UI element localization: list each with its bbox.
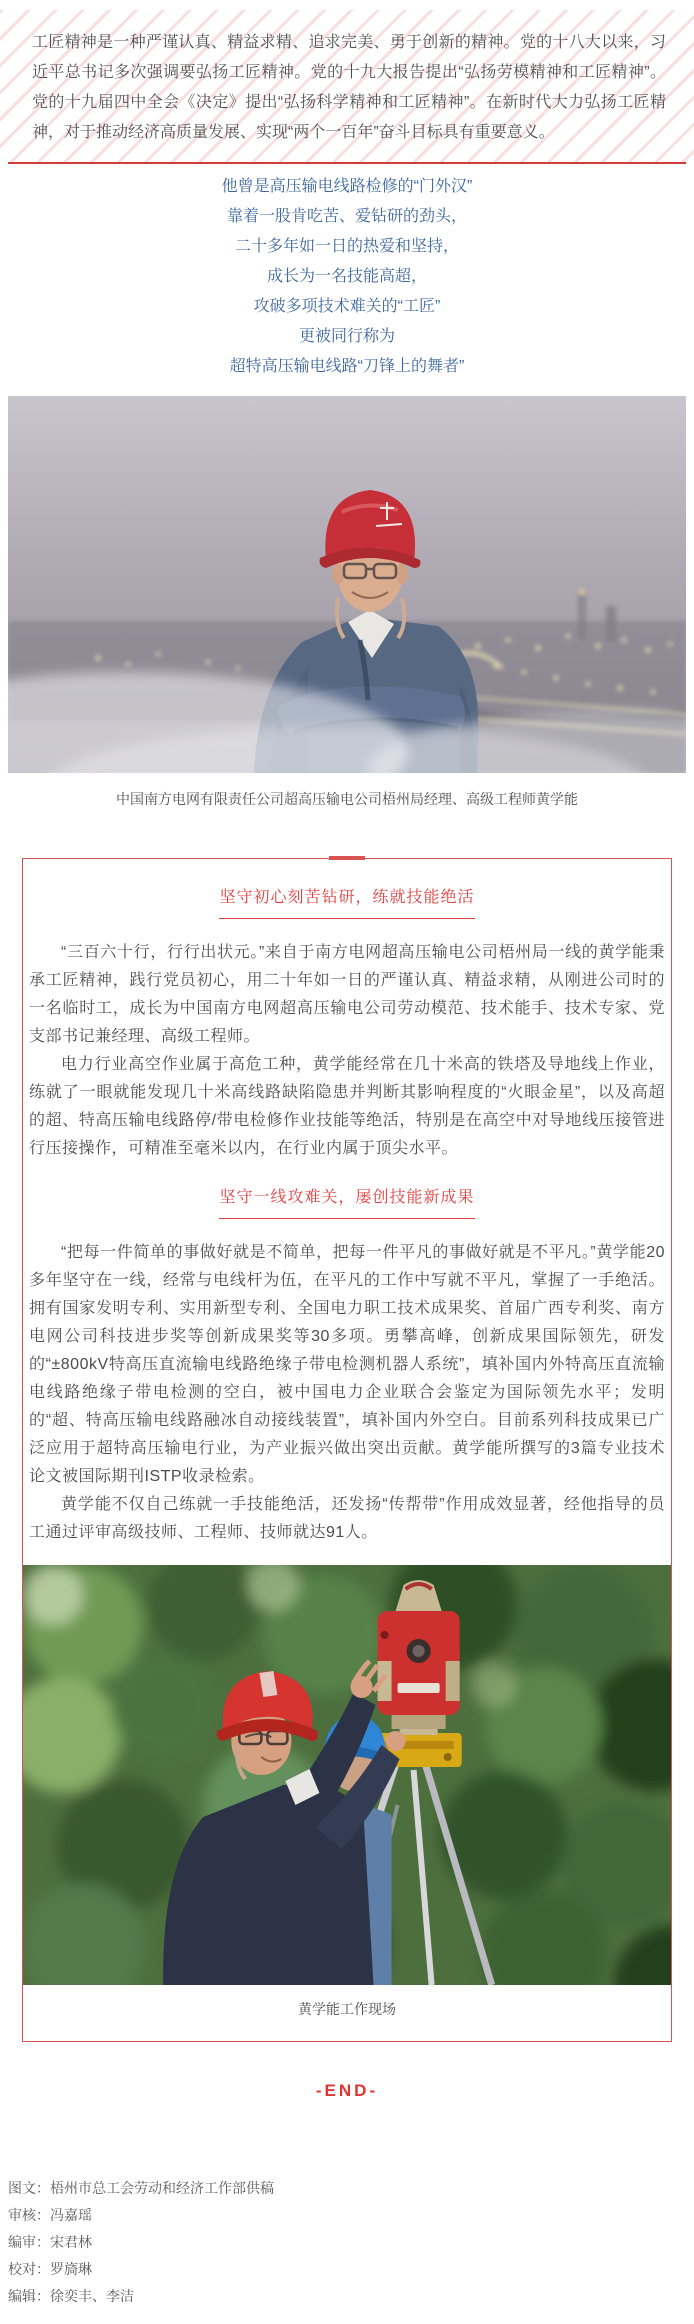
end-marker: -END- <box>315 2081 379 2100</box>
poem-line: 成长为一名技能高超， <box>266 268 427 285</box>
section-headline-1: 坚守初心刻苦钻研，练就技能绝活 <box>23 885 671 919</box>
credit-line: 编辑：徐奕丰、李洁 <box>8 2288 134 2304</box>
box-top-dash <box>329 856 365 860</box>
paragraph-4: 黄学能不仅自己练就一手技能绝活，还发扬“传帮带”作用成效显著，经他指导的员工通过评审高级技师、工程师、技师就达91人。 <box>29 1496 665 1541</box>
credits-footer <box>0 2175 694 2310</box>
credit-line: 图文：梧州市总工会劳动和经济工作部供稿 <box>8 2180 274 2196</box>
poem-line: 靠着一股肯吃苦、爱钻研的劲头， <box>226 208 467 225</box>
intro-text: 工匠精神是一种严谨认真、精益求精、追求完美、勇于创新的精神。党的十八大以来，习近平总书记多次强调要弘扬工匠精神。党的十九大报告提出“弘扬劳模精神和工匠精神”。党的十九届四中全会《决定》提出“弘扬科学精神和工匠精神”。在新时代大力弘扬工匠精神，对于推动经济高质量发展、实现“两个一百年”奋斗目标具有重要意义。 <box>32 34 666 141</box>
credit-line: 编审：宋君林 <box>8 2234 92 2250</box>
poem-block <box>0 164 694 396</box>
portrait-caption: 中国南方电网有限责任公司超高压输电公司梧州局经理、高级工程师黄学能 <box>116 791 578 807</box>
credit-line: 审核：冯嘉瑶 <box>8 2207 92 2223</box>
poem-line: 更被同行称为 <box>298 328 395 345</box>
portrait-photo[interactable] <box>8 396 686 773</box>
paragraph-1: “三百六十行，行行出状元。”来自于南方电网超高压输电公司梧州局一线的黄学能秉承工匠精神，践行党员初心，用二十年如一日的严谨认真、精益求精，从刚进公司时的一名临时工，成长为中国南方电网超高压输电公司劳动模范、技术能手、技术专家、党支部书记兼经理、高级工程师。 <box>29 944 665 1045</box>
paragraph-2: 电力行业高空作业属于高危工种，黄学能经常在几十米高的铁塔及导地线上作业，练就了一眼就能发现几十米高线路缺陷隐患并判断其影响程度的“火眼金星”，以及高超的超、特高压输电线路停/带电检修作业技能等绝活，特别是在高空中对导地线压接管进行压接操作，可精准至毫米以内，在行业内属于顶尖水平。 <box>29 1056 665 1157</box>
worksite-caption: 黄学能工作现场 <box>298 2001 396 2017</box>
article-box <box>22 858 672 2042</box>
poem-line: 他曾是高压输电线路检修的“门外汉” <box>221 178 473 195</box>
credit-line: 校对：罗旖琳 <box>8 2261 92 2277</box>
poem-line: 二十多年如一日的热爱和坚持， <box>234 238 459 255</box>
worksite-photo[interactable] <box>23 1565 671 1985</box>
poem-line: 超特高压输电线路“刀锋上的舞者” <box>229 358 465 375</box>
poem-line: 攻破多项技术难关的“工匠” <box>253 298 441 315</box>
section-headline-2: 坚守一线攻难关，屡创技能新成果 <box>23 1185 671 1219</box>
intro-quote-box <box>0 10 694 162</box>
paragraph-3: “把每一件简单的事做好就是不简单，把每一件平凡的事做好就是不平凡。”黄学能20多年坚守在一线，经常与电线杆为伍，在平凡的工作中写就不平凡，掌握了一手绝活。拥有国家发明专利、实用新型专利、全国电力职工技术成果奖、首届广西专利奖、南方电网公司科技进步奖等创新成果奖等30多项。勇攀高峰，创新成果国际领先，研发的“±800kV特高压直流输电线路绝缘子带电检测机器人系统”，填补国内外特高压直流输电线路绝缘子带电检测的空白，被中国电力企业联合会鉴定为国际领先水平；发明的“超、特高压输电线路融冰自动接线装置”，填补国内外空白。目前系列科技成果已广泛应用于超特高压输电行业，为产业振兴做出突出贡献。黄学能所撰写的3篇专业技术论文被国际期刊ISTP收录检索。 <box>29 1244 665 1485</box>
